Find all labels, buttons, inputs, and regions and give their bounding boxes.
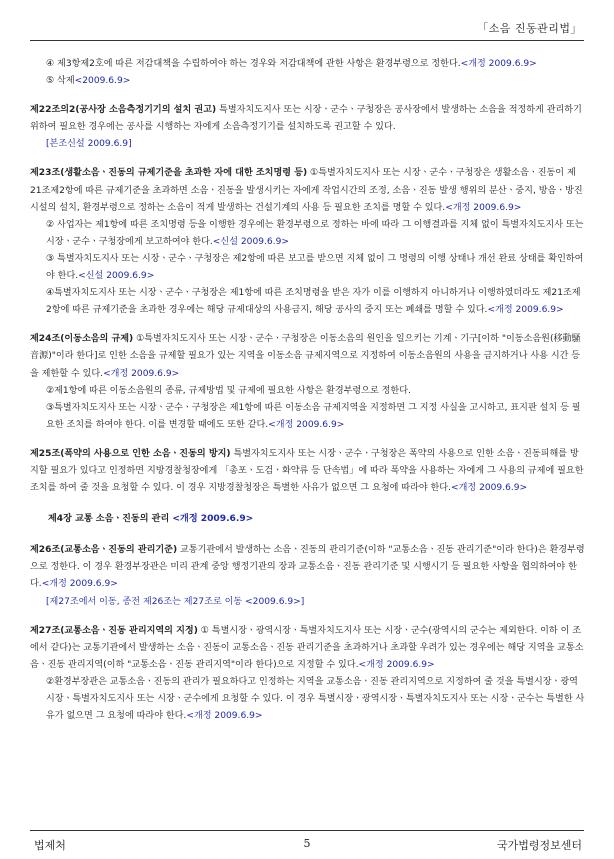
revision-note: <개정 2009.6.9> [186,711,263,722]
footer-publisher: 법제처 [34,839,66,852]
article-text: 제22조의2(공사장 소음측정기기의 설치 권고) 특별자치도지사 또는 시장ㆍ군수ㆍ구청장은 공사장에서 발생하는 소음을 적정하게 관리하기 위하여 필요한 경우에는 공사를 시행하는 자에게 소음측정기기를 설치하도록 권고할 수 있다. [30,105,582,133]
revision-note: [본조신설 2009.6.9] [46,139,132,150]
article-title: 제27조(교통소음ㆍ진동 관리지역의 지정) [30,625,198,636]
article-22-2 [30,102,586,153]
running-header: 「소음 진동관리법」 [477,22,582,35]
article-25 [30,446,586,497]
relocation-note: [제27조에서 이동, 종전 제26조는 제27조로 이동 <2009.6.9>] [46,596,305,607]
revision-note: <개정 2009.6.9> [268,419,345,430]
article-title: 제22조의2(공사장 소음측정기기의 설치 권고) [30,105,217,116]
article-text: 제24조(이동소음의 규제) ①특별자치도지사 또는 시장ㆍ군수ㆍ구청장은 이동소음의 원인을 일으키는 기계ㆍ기구[이하 "이동소음원(移動騷音源)"이라 한다]로 인한 소음을 규제할 필요가 있는 지역을 이동소음 규제지역으로 지정하여 이동소음원의 사용을 금지하거나 사용 시간 등을 제한할 수 있다.<개정 2009.6.9> [30,334,581,379]
article-title: 제24조(이동소음의 규제) [30,334,134,345]
paragraph-2: ②제1항에 따른 이동소음원의 종류, 규제방법 및 규제에 필요한 사항은 환경부령으로 정한다. [46,385,411,396]
article-27 [30,623,586,726]
article-title: 제25조(폭약의 사용으로 인한 소음ㆍ진동의 방지) [30,448,231,459]
revision-note: <개정 2009.6.9> [103,368,180,379]
paragraph-5: ⑤ 삭제<2009.6.9> [46,76,131,87]
article-text: 제26조(교통소음ㆍ진동의 관리기준) 교통기관에서 발생하는 소음ㆍ진동의 관리기준(이하 "교통소음ㆍ진동 관리기준"이라 한다)은 환경부령으로 정한다. 이 경우 환경부장관은 미리 관계 중앙 행정기관의 장과 교통소음ㆍ진동 관리기준 및 시행시기 등 필요한 사항을 협의하여야 한다.<개정 2009.6.9> [30,545,585,590]
document-body [30,56,586,737]
footer-rule [30,830,584,831]
paragraph-3: ③ 특별자치도지사 또는 시장ㆍ군수ㆍ구청장은 제2항에 따른 보고를 받으면 지체 없이 그 명령의 이행 상태나 개선 완료 상태를 확인하여야 한다.<신설 2009.6.9> [46,253,584,282]
revision-note: <개정 2009.6.9> [460,59,537,69]
article-23 [30,165,586,319]
revision-note: <신설 2009.6.9> [78,271,155,282]
revision-note: <개정 2009.6.9> [487,305,564,316]
article-text: 제25조(폭약의 사용으로 인한 소음ㆍ진동의 방지) 특별자치도지사 또는 시장ㆍ군수ㆍ구청장은 폭약의 사용으로 인한 소음ㆍ진동피해를 방지할 필요가 있다고 인정하면 지방경찰청장에게 「총포ㆍ도검ㆍ화약류 등 단속법」에 따라 폭약을 사용하는 자에게 그 사용의 규제에 필요한 조치를 하여 줄 것을 요청할 수 있다. 이 경우 지방경찰청장은 특별한 사유가 없으면 그 요청에 따라야 한다.<개정 2009.6.9> [30,448,584,494]
header-rule [30,40,584,41]
article-text: 제23조(생활소음ㆍ진동의 규제기준을 초과한 자에 대한 조치명령 등) ①특별자치도지사 또는 시장ㆍ군수ㆍ구청장은 생활소음ㆍ진동이 제21조제2항에 따른 규제기준을 초과하면 소음ㆍ진동을 발생시키는 자에게 작업시간의 조정, 소음ㆍ진동 발생 행위의 분산ㆍ중지, 방음ㆍ방진시설의 설치, 환경부령으로 정하는 소음이 적게 발생하는 건설기계의 사용 등 필요한 조치를 명할 수 있다.<개정 2009.6.9> [30,168,583,213]
revision-note: <신설 2009.6.9> [212,236,289,247]
chapter-heading: 제4장 교통 소음ㆍ진동의 관리 <개정 2009.6.9> [48,514,254,525]
article-title: 제23조(생활소음ㆍ진동의 규제기준을 초과한 자에 대한 조치명령 등) [30,168,308,179]
revision-note: <개정 2009.6.9> [445,202,522,213]
page-number: 5 [303,837,311,850]
article-text: 제27조(교통소음ㆍ진동 관리지역의 지정) ① 특별시장ㆍ광역시장ㆍ특별자치도지사 또는 시장ㆍ군수(광역시의 군수는 제외한다. 이하 이 조에서 같다)는 교통기관에서 발생하는 소음ㆍ진동이 교통소음ㆍ진동 관리기준을 초과하거나 초과할 우려가 있는 경우에는 해당 지역을 교통소음ㆍ진동 관리지역(이하 "교통소음ㆍ진동 관리지역"이라 한다)으로 지정할 수 있다.<개정 2009.6.9> [30,625,584,670]
revision-note: <개정 2009.6.9> [358,659,435,670]
revision-note: <2009.6.9> [74,76,131,87]
article-26 [30,542,586,610]
paragraph-4: ④ 제3항제2호에 따른 저감대책을 수립하여야 하는 경우와 저감대책에 관한 사항은 환경부령으로 정한다.<개정 2009.6.9> [46,59,537,69]
revision-note: <개정 2009.6.9> [41,579,118,590]
revision-note: <개정 2009.6.9> [172,514,254,525]
article-title: 제26조(교통소음ㆍ진동의 관리기준) [30,545,178,556]
article-24 [30,331,586,434]
paragraph-2: ② 사업자는 제1항에 따른 조치명령 등을 이행한 경우에는 환경부령으로 정하는 바에 따라 그 이행결과를 지체 없이 특별자치도지사 또는 시장ㆍ군수ㆍ구청장에게 보고하여야 한다.<신설 2009.6.9> [46,219,584,247]
article-22-tail [30,56,586,90]
paragraph-4: ④특별자치도지사 또는 시장ㆍ군수ㆍ구청장은 제1항에 따른 조치명령을 받은 자가 이를 이행하지 아니하거나 이행하였더라도 제21조제2항에 따른 규제기준을 초과한 경우에는 해당 규제대상의 사용금지, 해당 공사의 중지 또는 폐쇄를 명할 수 있다.<개정 2009.6.9> [46,288,581,316]
footer-source: 국가법령정보센터 [496,839,582,852]
paragraph-2: ②환경부장관은 교통소음ㆍ진동의 관리가 필요하다고 인정하는 지역을 교통소음ㆍ진동 관리지역으로 지정하여 줄 것을 특별시장ㆍ광역시장ㆍ특별자치도지사 또는 시장ㆍ군수에게 요청할 수 있다. 이 경우 특별시장ㆍ광역시장ㆍ특별자치도지사 또는 시장ㆍ군수는 특별한 사유가 없으면 그 요청에 따라야 한다.<개정 2009.6.9> [46,676,585,722]
paragraph-3: ③특별자치도지사 또는 시장ㆍ군수ㆍ구청장은 제1항에 따른 이동소음 규제지역을 지정하면 그 지정 사실을 고시하고, 표지판 설치 등 필요한 조치를 하여야 한다. 이를 변경할 때에도 또한 같다.<개정 2009.6.9> [46,402,581,430]
revision-note: <개정 2009.6.9> [450,483,528,494]
